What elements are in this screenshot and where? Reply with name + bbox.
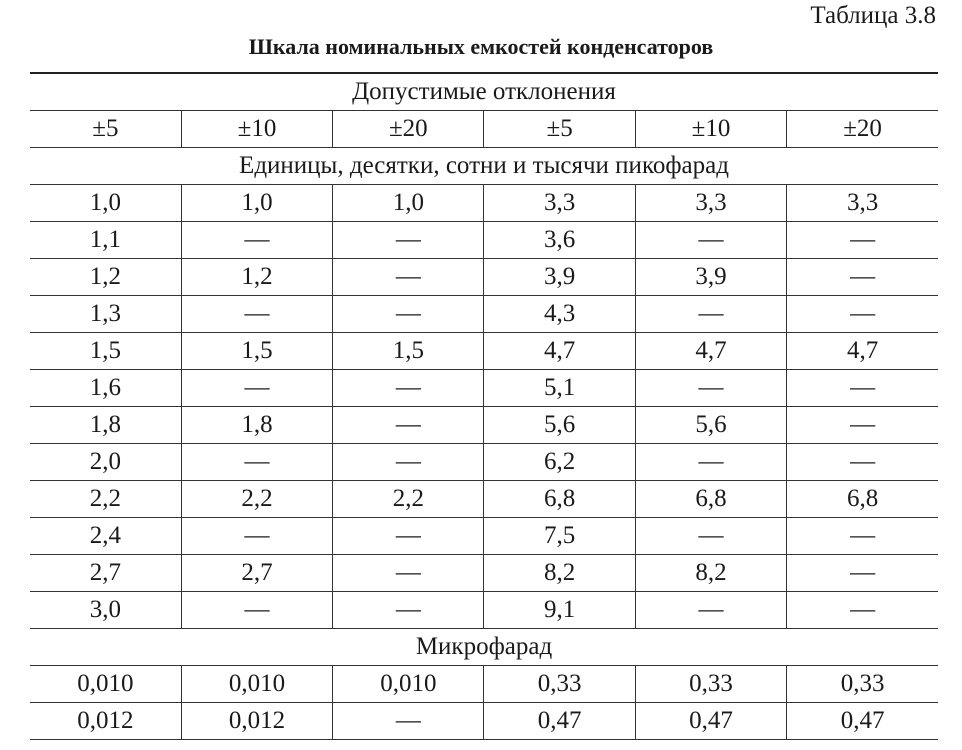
- value-cell: —: [333, 518, 484, 555]
- value-cell: —: [635, 444, 786, 481]
- value-cell: —: [333, 222, 484, 259]
- table-row: [30, 703, 938, 740]
- value-cell: 5,1: [484, 370, 635, 407]
- value-cell: —: [787, 296, 938, 333]
- table-row: [30, 407, 938, 444]
- value-cell: 6,8: [484, 481, 635, 518]
- value-cell: 9,1: [484, 592, 635, 629]
- value-cell: —: [181, 370, 332, 407]
- section-row-microfarad: [30, 629, 938, 666]
- value-cell: —: [787, 259, 938, 296]
- table-number-label: Таблица 3.8: [810, 2, 936, 29]
- deviation-header: Допустимые отклонения: [30, 73, 938, 111]
- value-cell: 4,7: [787, 333, 938, 370]
- section-row-picofarad: [30, 148, 938, 185]
- capacitance-table: [30, 72, 938, 740]
- value-cell: 1,5: [181, 333, 332, 370]
- value-cell: 1,2: [30, 259, 181, 296]
- value-cell: 4,7: [635, 333, 786, 370]
- value-cell: 0,47: [787, 703, 938, 740]
- value-cell: —: [181, 296, 332, 333]
- value-cell: 2,0: [30, 444, 181, 481]
- tolerance-row: [30, 111, 938, 148]
- value-cell: 1,0: [333, 185, 484, 222]
- table-row: [30, 185, 938, 222]
- value-cell: 7,5: [484, 518, 635, 555]
- value-cell: 0,33: [635, 666, 786, 703]
- value-cell: 0,33: [787, 666, 938, 703]
- value-cell: —: [333, 370, 484, 407]
- section-heading-microfarad: Микрофарад: [30, 629, 938, 666]
- value-cell: 1,1: [30, 222, 181, 259]
- table-row: [30, 333, 938, 370]
- value-cell: —: [333, 259, 484, 296]
- table-row: [30, 444, 938, 481]
- value-cell: 1,8: [30, 407, 181, 444]
- value-cell: —: [635, 296, 786, 333]
- value-cell: 5,6: [635, 407, 786, 444]
- table-row: [30, 666, 938, 703]
- value-cell: 3,9: [635, 259, 786, 296]
- tolerance-cell: ±20: [787, 111, 938, 148]
- value-cell: —: [787, 555, 938, 592]
- value-cell: —: [787, 370, 938, 407]
- table-row: [30, 259, 938, 296]
- value-cell: 2,2: [333, 481, 484, 518]
- value-cell: 3,0: [30, 592, 181, 629]
- value-cell: 1,2: [181, 259, 332, 296]
- value-cell: —: [333, 703, 484, 740]
- table-title: Шкала номинальных емкостей конденсаторов: [248, 34, 714, 59]
- value-cell: 0,33: [484, 666, 635, 703]
- value-cell: —: [635, 518, 786, 555]
- value-cell: 8,2: [635, 555, 786, 592]
- value-cell: —: [787, 444, 938, 481]
- value-cell: —: [635, 592, 786, 629]
- tolerance-cell: ±5: [484, 111, 635, 148]
- value-cell: 0,47: [484, 703, 635, 740]
- value-cell: —: [635, 370, 786, 407]
- table-row: [30, 518, 938, 555]
- value-cell: —: [181, 592, 332, 629]
- value-cell: —: [333, 555, 484, 592]
- value-cell: —: [181, 444, 332, 481]
- value-cell: —: [635, 222, 786, 259]
- value-cell: 6,2: [484, 444, 635, 481]
- value-cell: —: [333, 296, 484, 333]
- value-cell: —: [333, 407, 484, 444]
- value-cell: 1,0: [181, 185, 332, 222]
- value-cell: —: [787, 222, 938, 259]
- table-row: [30, 592, 938, 629]
- value-cell: —: [333, 592, 484, 629]
- tolerance-cell: ±20: [333, 111, 484, 148]
- value-cell: 3,6: [484, 222, 635, 259]
- value-cell: —: [181, 518, 332, 555]
- value-cell: 1,5: [333, 333, 484, 370]
- value-cell: —: [787, 518, 938, 555]
- value-cell: 2,2: [181, 481, 332, 518]
- value-cell: 1,8: [181, 407, 332, 444]
- value-cell: 6,8: [635, 481, 786, 518]
- table-row: [30, 222, 938, 259]
- value-cell: 0,012: [30, 703, 181, 740]
- value-cell: 0,012: [181, 703, 332, 740]
- value-cell: 2,4: [30, 518, 181, 555]
- value-cell: —: [787, 407, 938, 444]
- value-cell: 2,7: [30, 555, 181, 592]
- table-row: [30, 296, 938, 333]
- value-cell: 3,9: [484, 259, 635, 296]
- value-cell: 3,3: [635, 185, 786, 222]
- value-cell: 6,8: [787, 481, 938, 518]
- value-cell: 3,3: [787, 185, 938, 222]
- value-cell: 0,010: [181, 666, 332, 703]
- value-cell: 2,2: [30, 481, 181, 518]
- tolerance-cell: ±5: [30, 111, 181, 148]
- value-cell: 1,3: [30, 296, 181, 333]
- value-cell: 1,6: [30, 370, 181, 407]
- value-cell: 1,0: [30, 185, 181, 222]
- table-row: [30, 370, 938, 407]
- tolerance-cell: ±10: [181, 111, 332, 148]
- table-body: [30, 73, 938, 740]
- deviation-header-row: [30, 73, 938, 111]
- value-cell: 0,010: [333, 666, 484, 703]
- value-cell: 0,47: [635, 703, 786, 740]
- value-cell: —: [787, 592, 938, 629]
- value-cell: 0,010: [30, 666, 181, 703]
- table-row: [30, 481, 938, 518]
- value-cell: 3,3: [484, 185, 635, 222]
- value-cell: 8,2: [484, 555, 635, 592]
- value-cell: 4,3: [484, 296, 635, 333]
- section-heading-picofarad: Единицы, десятки, сотни и тысячи пикофарад: [30, 148, 938, 185]
- value-cell: 1,5: [30, 333, 181, 370]
- value-cell: 5,6: [484, 407, 635, 444]
- value-cell: 4,7: [484, 333, 635, 370]
- value-cell: 2,7: [181, 555, 332, 592]
- value-cell: —: [333, 444, 484, 481]
- table-row: [30, 555, 938, 592]
- tolerance-cell: ±10: [635, 111, 786, 148]
- value-cell: —: [181, 222, 332, 259]
